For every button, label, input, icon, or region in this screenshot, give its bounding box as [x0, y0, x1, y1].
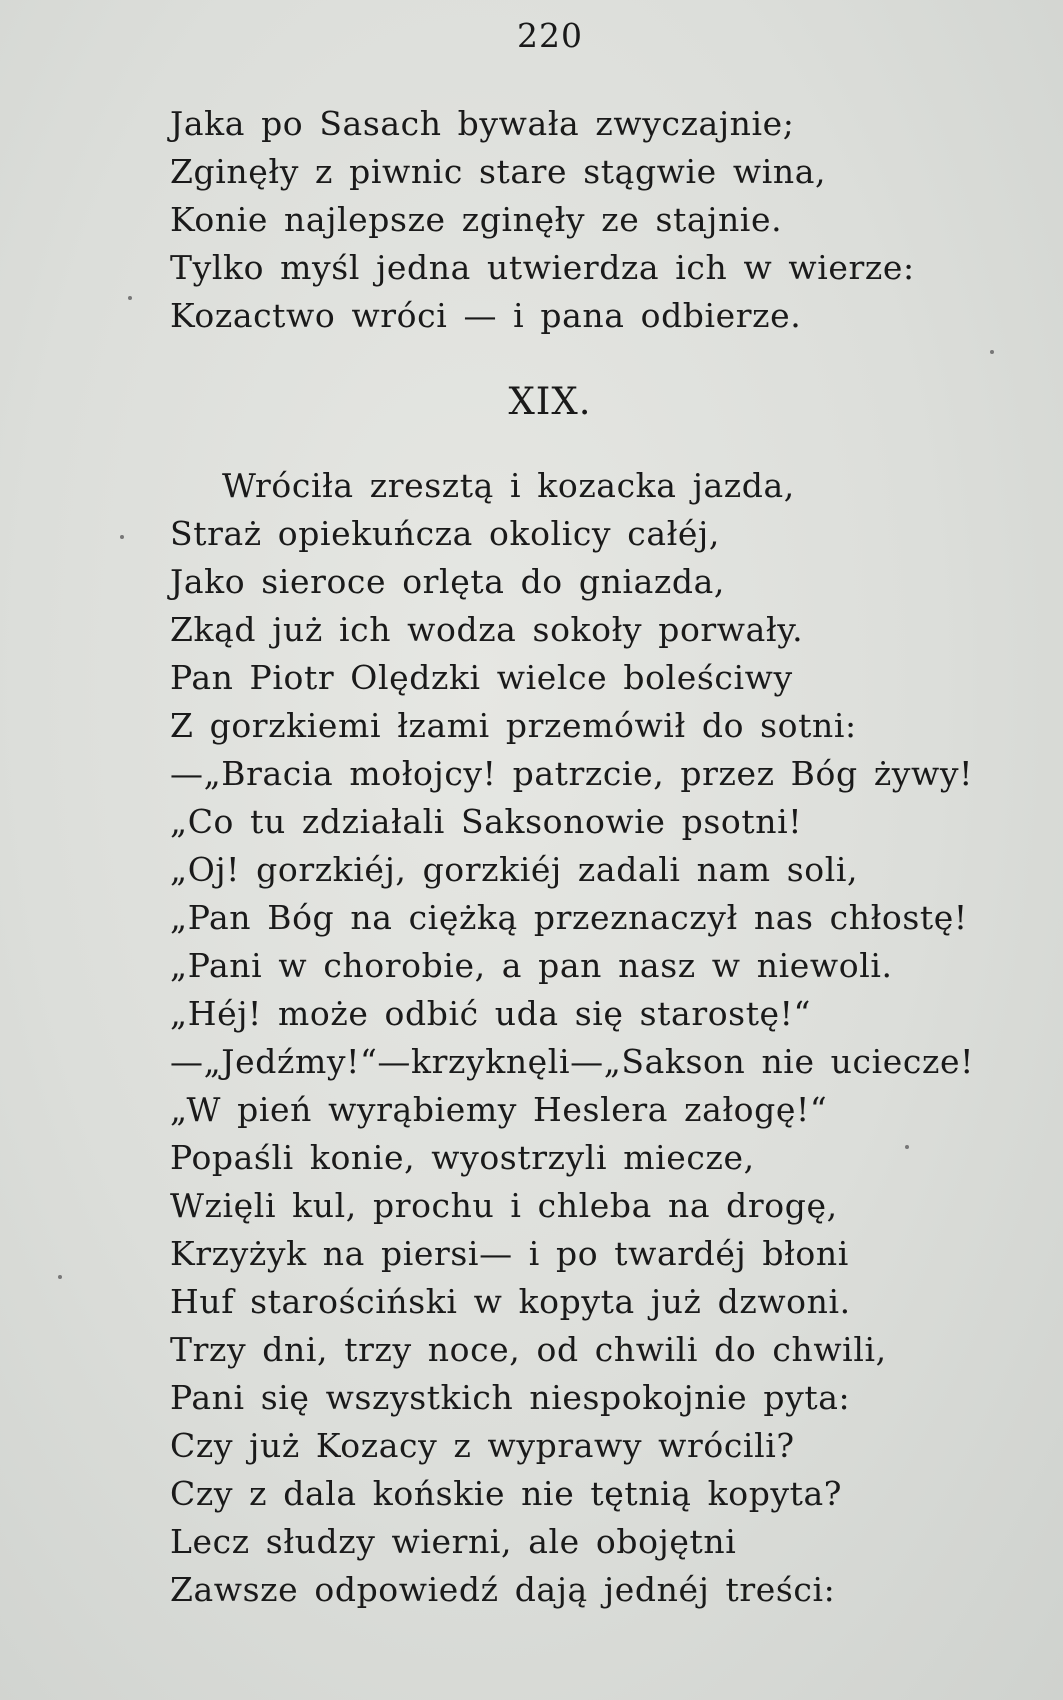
verse-line: Pani się wszystkich niespokojnie pyta:: [170, 1378, 851, 1417]
verse-line: Czy z dala końskie nie tętnią kopyta?: [170, 1474, 843, 1513]
verse-line: Zkąd już ich wodza sokoły porwały.: [170, 610, 804, 649]
verse-line: „W pień wyrąbiemy Heslera załogę!“: [170, 1090, 828, 1129]
verse-line: Popaśli konie, wyostrzyli miecze,: [170, 1138, 755, 1177]
verse-line: „Pani w chorobie, a pan nasz w niewoli.: [170, 946, 893, 985]
verse-line: Huf starościński w kopyta już dzwoni.: [170, 1282, 851, 1321]
verse-line: —„Jedźmy!“—krzyknęli—„Sakson nie ucieczе!: [170, 1042, 974, 1081]
verse-line: „Pan Bóg na ciężką przeznaczył nas chłostę!: [170, 898, 968, 937]
verse-line: Straż opiekuńcza okolicy całéj,: [170, 514, 720, 553]
verse-line: Lecz słudzy wierni, ale obojętni: [170, 1522, 737, 1561]
verse-line: Jako sieroce orlęta do gniazda,: [170, 562, 725, 601]
verse-line: Zginęły z piwnic stare stągwie wina,: [170, 152, 827, 191]
verse-line: Kozactwo wróci — i pana odbierze.: [170, 296, 802, 335]
page-number: 220: [517, 16, 583, 55]
paper-speck: [990, 350, 994, 354]
verse-line: Tylko myśl jedna utwierdza ich w wierze:: [170, 248, 915, 287]
verse-line: Trzy dni, trzy noce, od chwili do chwili,: [170, 1330, 887, 1369]
verse-line: „Héj! może odbić uda się starostę!“: [170, 994, 812, 1033]
verse-line: —„Bracia mołojcy! patrzcie, przez Bóg żywy!: [170, 754, 973, 793]
stanza-top: [170, 100, 915, 340]
paper-speck: [58, 1275, 62, 1279]
verse-line: Wzięli kul, prochu i chleba na drogę,: [170, 1186, 838, 1225]
paper-speck: [905, 1145, 909, 1149]
verse-line: Z gorzkiemi łzami przemówił do sotni:: [170, 706, 857, 745]
verse-line: „Co tu zdziałali Saksonowie psotni!: [170, 802, 803, 841]
verse-line: Pan Piotr Olędzki wielce boleściwy: [170, 658, 793, 697]
paper-speck: [128, 296, 132, 300]
verse-line: Zawsze odpowiedź dają jednéj treści:: [170, 1570, 836, 1609]
section-heading: XIX.: [508, 380, 592, 423]
verse-line: „Oj! gorzkiéj, gorzkiéj zadali nam soli,: [170, 850, 859, 889]
verse-line: Krzyżyk na piersi— i po twardéj błoni: [170, 1234, 849, 1273]
verse-line: Czy już Kozacy z wyprawy wrócili?: [170, 1426, 795, 1465]
stanza-main: [170, 462, 974, 1614]
verse-line: Jaka po Sasach bywała zwyczajnie;: [170, 104, 795, 143]
paper-speck: [120, 535, 124, 539]
verse-line: Konie najlepsze zginęły ze stajnie.: [170, 200, 783, 239]
verse-line: Wróciła zresztą i kozacka jazda,: [222, 466, 795, 505]
